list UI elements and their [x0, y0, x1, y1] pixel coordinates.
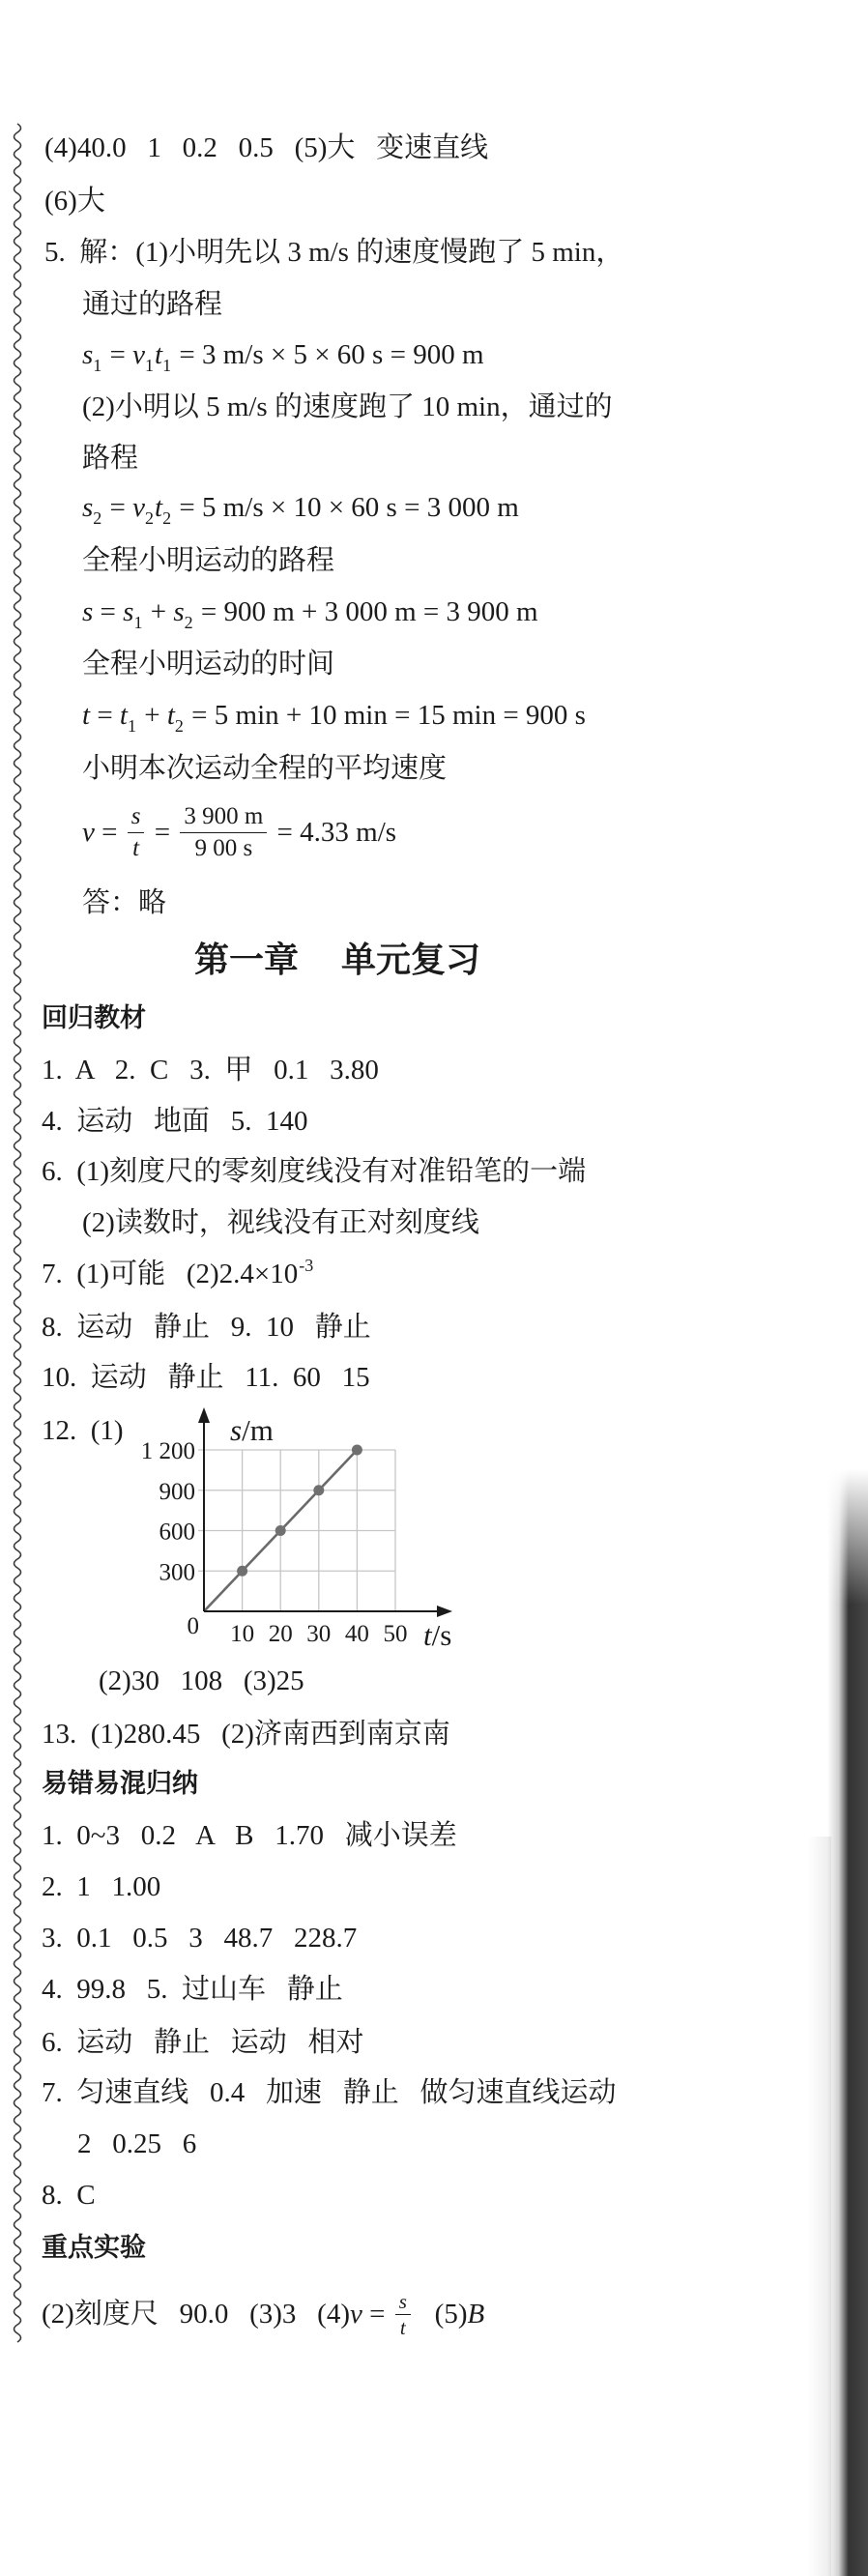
experiment-p5: (5) — [413, 2299, 468, 2330]
q5-intro: 5. 解：(1)小明先以 3 m/s 的速度慢跑了 5 min， — [44, 237, 624, 268]
fraction-s-over-t — [128, 803, 145, 862]
var-s: s — [82, 492, 94, 523]
avg-speed-label: 小明本次运动全程的平均速度 — [82, 753, 448, 784]
errors-line-6: 7. 匀速直线 0.4 加速 静止 做匀速直线运动 — [42, 2077, 617, 2108]
var-t: t — [119, 700, 128, 731]
errors-line-2: 2. 1 1.00 — [42, 1871, 161, 1902]
data-point — [313, 1485, 324, 1495]
q5-path2-label: 路程 — [82, 443, 139, 474]
review-line-6: 8. 运动 静止 9. 10 静止 — [42, 1312, 371, 1343]
data-point — [237, 1566, 247, 1577]
fraction-s-over-t — [395, 2291, 411, 2338]
errors-line-3: 3. 0.1 0.5 3 48.7 228.7 — [42, 1923, 358, 1954]
experiment-p3: (3)3 — [249, 2299, 318, 2330]
subscript: 1 — [162, 356, 172, 375]
x-axis-unit: /s — [431, 1618, 452, 1652]
var-v: v — [82, 817, 95, 848]
var-s: s — [82, 339, 94, 370]
review-line-5-text: 7. (1)可能 (2)2.4×10 — [42, 1259, 299, 1289]
denominator: 9 00 s — [194, 834, 253, 861]
experiment-line — [42, 2280, 484, 2348]
numerator: s — [128, 803, 145, 833]
y-axis-unit: /m — [242, 1413, 274, 1447]
x-tick-label: 40 — [344, 1621, 369, 1647]
review-line-5 — [42, 1257, 313, 1294]
var-s: s — [123, 596, 134, 627]
chapter-name: 单元复习 — [341, 941, 481, 980]
subscript: 1 — [93, 356, 102, 375]
equals: = — [94, 817, 125, 848]
denominator: t — [399, 2315, 406, 2339]
y-tick-label: 600 — [159, 1519, 195, 1546]
equation-rest: = 5 m/s × 10 × 60 s = 3 000 m — [172, 492, 519, 523]
subscript: 2 — [162, 508, 172, 528]
var-v: v — [132, 339, 146, 370]
errors-line-8: 8. C — [42, 2180, 96, 2211]
equation-rest: = 5 min + 10 min = 15 min = 900 s — [184, 700, 586, 731]
wavy-margin-path — [14, 124, 21, 2342]
origin-label: 0 — [187, 1613, 199, 1639]
superscript: -3 — [299, 1256, 314, 1275]
q5-path1-label: 通过的路程 — [82, 289, 223, 320]
total-time-label: 全程小明运动的时间 — [82, 649, 335, 680]
var-t: t — [82, 700, 91, 731]
equals: = — [90, 700, 120, 731]
subscript: 2 — [145, 508, 155, 528]
var-s: s — [173, 596, 185, 627]
x-tick-label: 50 — [383, 1621, 408, 1647]
equation-rest: = 900 m + 3 000 m = 3 900 m — [193, 596, 538, 627]
subscript: 1 — [133, 613, 143, 632]
q12-label: 12. (1) — [42, 1415, 124, 1446]
chart-marks — [141, 1438, 408, 1647]
x-axis-label — [423, 1618, 451, 1652]
answer-omitted: 答：略 — [82, 887, 167, 918]
section-heading-errors: 易错易混归纳 — [42, 1769, 198, 1799]
plus: + — [143, 596, 174, 627]
review-line-1: 1. A 2. C 3. 甲 0.1 3.80 — [42, 1055, 379, 1085]
equation-average-speed — [82, 798, 396, 866]
x-axis-arrow — [437, 1606, 452, 1617]
subscript: 2 — [93, 508, 102, 528]
var-v: v — [132, 492, 146, 523]
s-t-graph — [0, 1382, 503, 1663]
fraction-values — [180, 803, 267, 862]
errors-line-1: 1. 0~3 0.2 A B 1.70 减小误差 — [42, 1820, 457, 1851]
section-heading-review: 回归教材 — [42, 1003, 146, 1033]
review-line-4: (2)读数时，视线没有正对刻度线 — [82, 1207, 479, 1238]
errors-line-7: 2 0.25 6 — [77, 2128, 197, 2159]
subscript: 1 — [145, 356, 155, 375]
x-tick-label: 20 — [268, 1621, 293, 1647]
errors-line-5: 6. 运动 静止 运动 相对 — [42, 2027, 364, 2058]
numerator: 3 900 m — [180, 803, 267, 833]
equation-t-total — [82, 698, 586, 736]
subscript: 2 — [184, 613, 193, 632]
y-tick-label: 900 — [159, 1478, 195, 1505]
experiment-p5-answer: B — [467, 2299, 485, 2330]
y-axis-symbol: s — [230, 1413, 243, 1447]
equation-rest: = 4.33 m/s — [270, 817, 397, 848]
var-t: t — [166, 700, 175, 731]
y-tick-label: 1 200 — [140, 1438, 195, 1464]
x-axis-symbol: t — [423, 1618, 432, 1652]
equation-s2 — [82, 490, 519, 528]
denominator: t — [132, 834, 140, 861]
total-path-label: 全程小明运动的路程 — [82, 545, 335, 576]
section-heading-experiment: 重点实验 — [42, 2233, 146, 2263]
review-line-3: 6. (1)刻度尺的零刻度线没有对准铅笔的一端 — [42, 1156, 587, 1187]
var-s: s — [82, 596, 94, 627]
data-point — [352, 1445, 362, 1456]
equals: = — [102, 339, 133, 370]
review-line-7: 10. 运动 静止 11. 60 15 — [42, 1362, 370, 1393]
q5-part2: (2)小明以 5 m/s 的速度跑了 10 min，通过的 — [82, 391, 613, 422]
var-t: t — [155, 492, 163, 523]
scan-edge-shadow — [827, 1469, 868, 2576]
equation-s1 — [82, 337, 484, 375]
q13: 13. (1)280.45 (2)济南西到南京南 — [42, 1719, 450, 1750]
data-point — [275, 1525, 286, 1536]
y-tick-label: 300 — [159, 1559, 195, 1586]
answer-line-6: (6)大 — [44, 186, 105, 217]
var-t: t — [155, 339, 163, 370]
plus: + — [136, 700, 167, 731]
wavy-margin-line — [0, 0, 39, 2576]
experiment-p2: (2)刻度尺 90.0 — [42, 2299, 250, 2330]
x-tick-label: 10 — [230, 1621, 255, 1647]
equation-s-total — [82, 594, 538, 632]
answer-line-4-5: (4)40.0 1 0.2 0.5 (5)大 变速直线 — [44, 132, 489, 163]
numerator: s — [395, 2291, 411, 2315]
y-axis-arrow — [198, 1407, 210, 1423]
review-line-2: 4. 运动 地面 5. 140 — [42, 1106, 308, 1137]
chapter-title — [194, 938, 480, 984]
equation-rest: = 3 m/s × 5 × 60 s = 900 m — [172, 339, 484, 370]
q12-rest: (2)30 108 (3)25 — [99, 1665, 304, 1696]
equals: = — [362, 2299, 392, 2330]
equals: = — [102, 492, 133, 523]
subscript: 2 — [174, 716, 184, 736]
errors-line-4: 4. 99.8 5. 过山车 静止 — [42, 1974, 343, 2005]
var-v: v — [349, 2299, 362, 2330]
equals: = — [147, 817, 178, 848]
y-axis-label — [230, 1413, 274, 1447]
experiment-p4: (4) — [317, 2299, 350, 2330]
subscript: 1 — [127, 716, 136, 736]
x-tick-label: 30 — [306, 1621, 332, 1647]
chapter-number: 第一章 — [194, 941, 300, 980]
equals: = — [93, 596, 124, 627]
